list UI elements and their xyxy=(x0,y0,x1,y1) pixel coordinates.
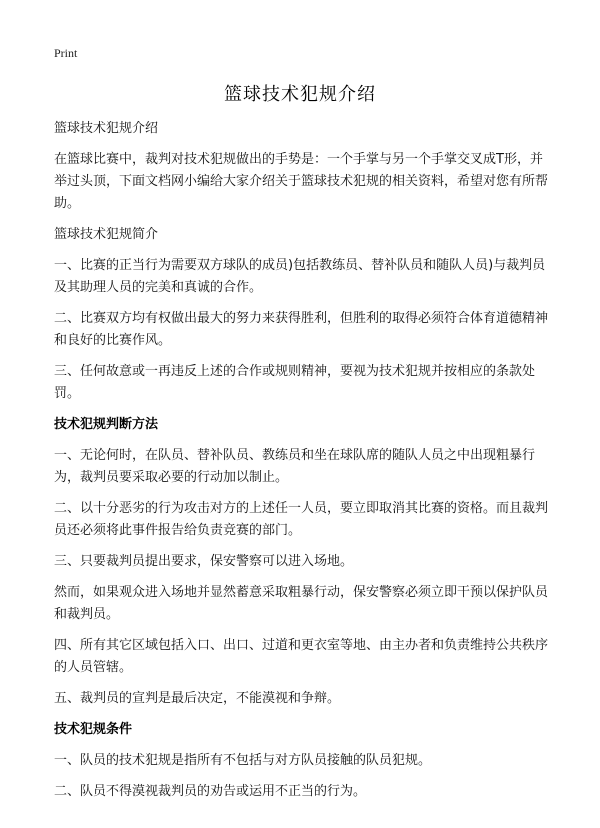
summary-item-1: 一、比赛的正当行为需要双方球队的成员)包括教练员、替补队员和随队人员)与裁判员及其助理人员的完美和真诚的合作。 xyxy=(54,258,546,295)
intro-paragraph: 在篮球比赛中，裁判对技术犯规做出的手势是：一个手掌与另一个手掌交叉成T形，并举过头顶，下面文档网小编给大家介绍关于篮球技术犯规的相关资料，希望对您有所帮助。 xyxy=(54,152,549,211)
article-body xyxy=(54,118,550,812)
judgement-item-3: 三、只要裁判员提出要求，保安警察可以进入场地。 xyxy=(54,554,354,569)
summary-heading: 篮球技术犯规简介 xyxy=(54,227,159,242)
page-title: 篮球技术犯规介绍 xyxy=(224,84,376,105)
print-link[interactable]: Print xyxy=(54,46,78,60)
judgement-item-1: 一、无论何时，在队员、替补队员、教练员和坐在球队席的随队人员之中出现粗暴行为，裁判员要采取必要的行动加以制止。 xyxy=(54,448,536,485)
judgement-item-4: 四、所有其它区域包括入口、出口、过道和更衣室等地、由主办者和负责维持公共秩序的人员管辖。 xyxy=(54,638,549,675)
conditions-heading: 技术犯规条件 xyxy=(54,722,133,737)
judgement-heading: 技术犯规判断方法 xyxy=(54,417,159,432)
intro-heading: 篮球技术犯规介绍 xyxy=(54,121,159,136)
conditions-item-2: 二、队员不得漠视裁判员的劝告或运用不正当的行为。 xyxy=(54,784,367,799)
summary-item-2: 二、比赛双方均有权做出最大的努力来获得胜利，但胜利的取得必须符合体育道德精神和良好的比赛作风。 xyxy=(54,311,549,348)
judgement-item-5: 五、裁判员的宣判是最后决定，不能漠视和争辩。 xyxy=(54,691,341,706)
conditions-item-1: 一、队员的技术犯规是指所有不包括与对方队员接触的队员犯规。 xyxy=(54,753,432,768)
judgement-note: 然而，如果观众进入场地并显然蓄意采取粗暴行动，保安警察必须立即干预以保护队员和裁判员。 xyxy=(54,585,549,622)
summary-item-3: 三、任何故意或一再违反上述的合作或规则精神，要视为技术犯规并按相应的条款处罚。 xyxy=(54,364,536,401)
judgement-item-2: 二、以十分恶劣的行为攻击对方的上述任一人员，要立即取消其比赛的资格。而且裁判员还必须将此事件报告给负责竞赛的部门。 xyxy=(54,501,549,538)
